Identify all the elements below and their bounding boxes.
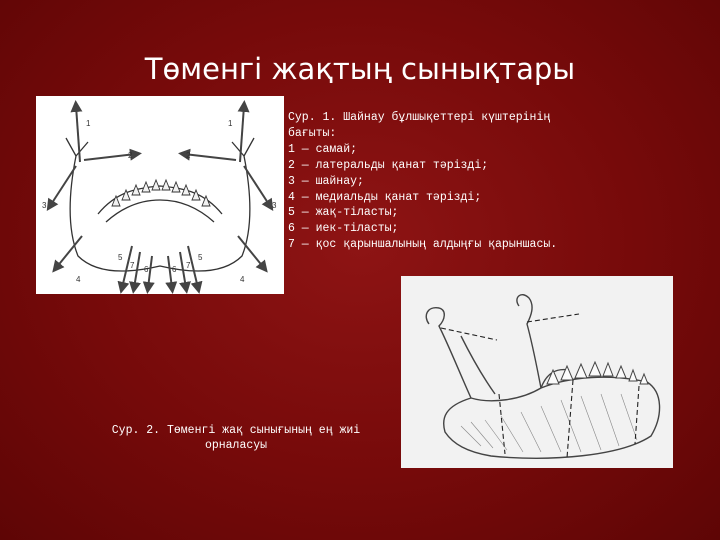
mandible-fracture-drawing — [401, 276, 673, 468]
mandible-force-diagram — [36, 96, 284, 294]
lower-teeth — [547, 362, 648, 384]
drawing-label: 3 — [272, 201, 277, 210]
legend-item: 3 — шайнау; — [288, 174, 364, 188]
drawing-label: 5 — [198, 253, 203, 262]
mandible-fracture-diagram — [401, 276, 673, 468]
drawing-label: 4 — [76, 275, 81, 284]
figure2-caption-line2: орналасуы — [204, 439, 268, 452]
legend-item: 6 — иек-тіласты; — [288, 222, 399, 236]
drawing-label: 5 — [118, 253, 123, 262]
drawing-label: 1 — [86, 119, 91, 128]
legend-item: 7 — қос қарыншалының алдыңғы қарыншасы. — [288, 238, 558, 252]
legend-item: 1 — самай; — [288, 142, 358, 156]
figure2-caption — [86, 423, 386, 453]
mandible-force-drawing — [36, 96, 284, 294]
drawing-label: 7 — [186, 261, 191, 270]
legend-caption: Сур. 1. Шайнау бұлшықеттері күштерінің — [288, 111, 551, 124]
figure1-legend — [288, 110, 708, 253]
drawing-label: 2 — [128, 151, 133, 160]
legend-item: 4 — медиальды қанат тәрізді; — [288, 190, 482, 204]
legend-item: 5 — жақ-тіласты; — [288, 206, 399, 220]
drawing-label: 2 — [186, 151, 191, 160]
figure2-caption-line1: Сур. 2. Төменгі жақ сынығының ең жиі — [111, 424, 361, 437]
drawing-label: 6 — [172, 265, 177, 274]
drawing-label: 6 — [144, 265, 149, 274]
drawing-label: 4 — [240, 275, 245, 284]
legend-caption-cont: бағыты: — [288, 126, 337, 140]
drawing-label: 1 — [228, 119, 233, 128]
slide-title: Төменгі жақтың сынықтары — [144, 52, 576, 86]
legend-item: 2 — латеральды қанат тәрізді; — [288, 158, 489, 172]
drawing-label: 7 — [130, 261, 135, 270]
shading — [461, 394, 637, 452]
drawing-label: 3 — [42, 201, 47, 210]
teeth — [112, 180, 210, 206]
